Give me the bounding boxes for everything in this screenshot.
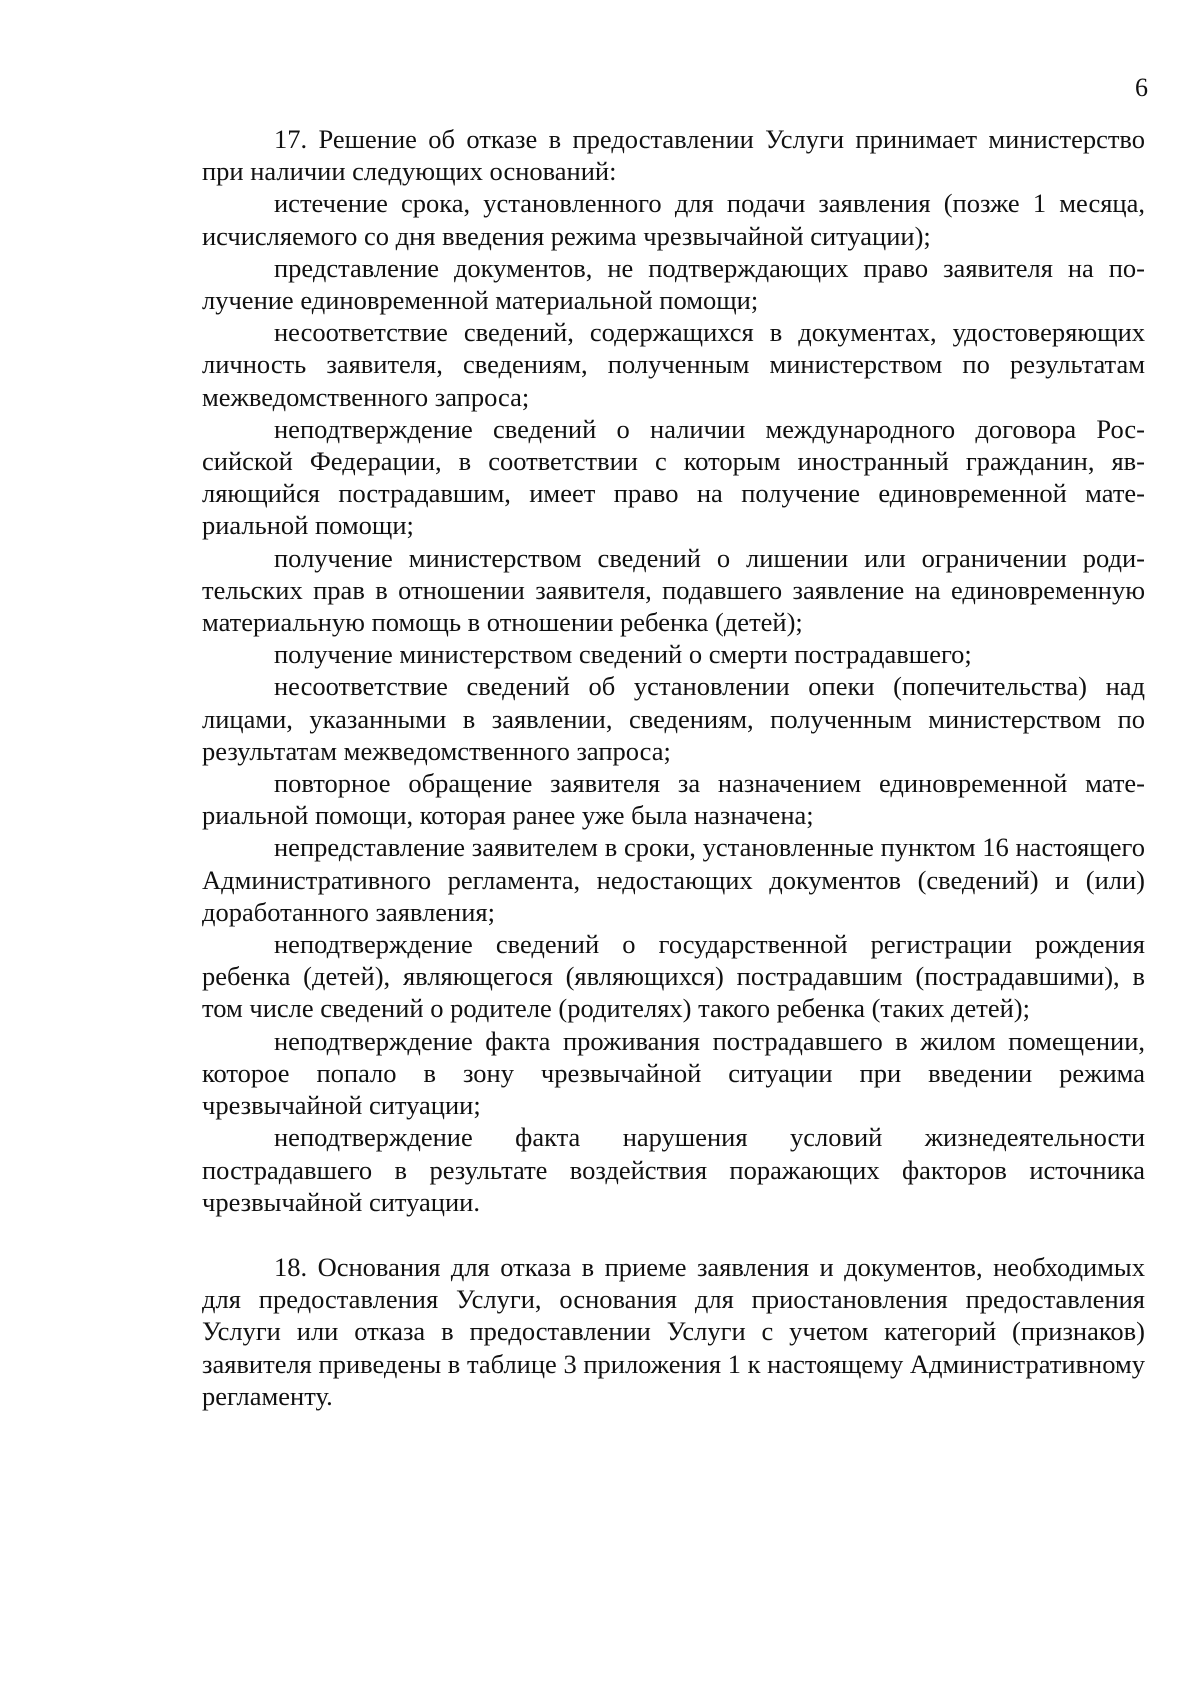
- paragraph-17-item: получение министерством сведений о смерти пострадавшего;: [274, 639, 972, 670]
- paragraph-17-item: неподтверждение факта проживания пострадавшего в жилом помещении, которое попало в зону чрезвычайной ситуации при введении режима чрезвычайной ситуации;: [202, 1025, 1145, 1121]
- paragraph-17-item: неподтверждение сведений о государственной регистрации рождения ребенка (детей), являющегося (являющихся) пострадавшим (пострадавшими), в том числе сведений о родителе (родителях) такого ребенка (таких детей);: [202, 929, 1145, 1024]
- document-body: [202, 123, 1145, 1412]
- paragraph-17-item: представление документов, не подтверждающих право заявителя на получение единовременной материальной помощи;: [202, 252, 1145, 316]
- paragraph-spacer: [202, 1218, 1145, 1251]
- paragraph-17-item: неподтверждение факта нарушения условий жизнедеятельности пострадавшего в результате воздействия поражающих факторов источника чрезвычайной ситуации.: [202, 1122, 1145, 1217]
- paragraph-17-item: повторное обращение заявителя за назначением единовременной материальной помощи, которая ранее уже была назначена;: [202, 768, 1145, 831]
- paragraph-17-item: непредставление заявителем в сроки, установленные пунктом 16 настоящего Административного регламента, недостающих документов (сведений) и (или) доработанного заявления;: [202, 832, 1145, 927]
- paragraph-18: 18. Основания для отказа в приеме заявления и документов, необходимых для предоставления Услуги, основания для приостановления предоставления Услуги или отказа в предоставлении Услуги с учетом категорий (признаков) заявителя приведены в таблице 3 приложения 1 к настоящему Административному регламенту.: [202, 1251, 1145, 1411]
- paragraph-17-item: истечение срока, установленного для подачи заявления (позже 1 месяца, исчисляемого со дня введения режима чрезвычайной ситуации);: [202, 188, 1145, 251]
- paragraph-17-item: несоответствие сведений об установлении опеки (попечительства) над лицами, указанными в заявлении, сведениям, полученным министерством по результатам межведомственного запроса;: [202, 671, 1145, 766]
- paragraph-17-intro: 17. Решение об отказе в предоставлении Услуги принимает министерство при наличии следующих оснований:: [202, 124, 1145, 187]
- paragraph-17-item: получение министерством сведений о лишении или ограничении родительских прав в отношении заявителя, подавшего заявление на единовременную материальную помощь в отношении ребенка (детей);: [202, 542, 1145, 638]
- page-number: 6: [1135, 73, 1148, 102]
- paragraph-17-item: несоответствие сведений, содержащихся в документах, удостоверяющих личность заявителя, сведениям, полученным министерством по результатам межведомственного запроса;: [202, 317, 1145, 412]
- paragraph-17-item: неподтверждение сведений о наличии международного договора Российской Федерации, в соответствии с которым иностранный гражданин, являющийся пострадавшим, имеет право на получение единовременной материальной помощи;: [202, 413, 1145, 541]
